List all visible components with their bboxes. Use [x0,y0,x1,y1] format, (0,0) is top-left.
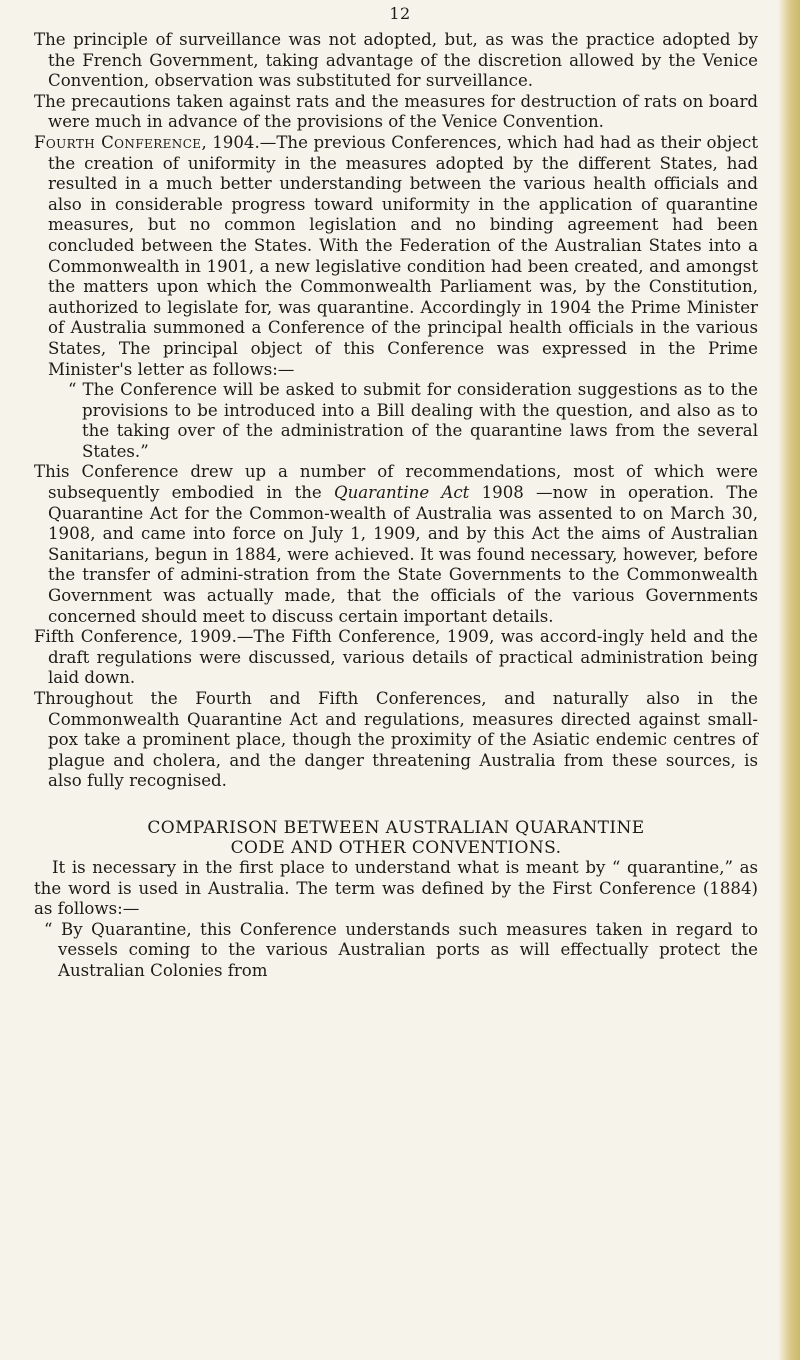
paragraph-fourth-conference [34,133,758,380]
paragraph-definition: It is necessary in the first place to understand what is meant by “ quarantine,” as the word is used in Australia. The term was defined by the First Conference (1884) as follows:— [34,857,758,919]
page-body [34,30,758,982]
paragraph-precautions: The precautions taken against rats and the measures for destruction of rats on board were much in advance of the provisions of the Venice Convention. [34,91,758,132]
quote-prime-minister-letter: “ The Conference will be asked to submit for consideration suggestions as to the provisions to be introduced into a Bill dealing with the question, and also as to the taking over of the administration of the quarantine laws from the several States.” [68,380,758,461]
quote-quarantine-definition: “ By Quarantine, this Conference understands such measures taken in regard to vessels coming to the various Australian ports as will effectually protect the Australian Colonies from [44,919,758,980]
paragraph-throughout: Throughout the Fourth and Fifth Conferences, and naturally also in the Commonwealth Quarantine Act and regulations, measures directed against small-pox take a prominent place, though the proximity of the Asiatic endemic centres of plague and cholera, and the danger threatening Australia from these sources, is also fully recognised. [34,689,758,791]
recommendations-text-end: 1908 —now in operation. The Quarantine Act for the Common-wealth of Australia was assented to on March 30, 1908, and came into force on July 1, 1909, and by this Act the aims of Australian Sanitarians, begun in 1884, were achieved. It was found necessary, however, before the transfer of admini-stration from the State Governments to the Commonwealth Government was actually made, that the officials of the various Governments concerned should meet to discuss certain important details. [48,483,758,626]
page-edge-shadow [778,0,800,1360]
quarantine-act-title: Quarantine Act [333,483,470,503]
section-heading-line-2: CODE AND OTHER CONVENTIONS. [230,837,562,858]
fourth-conference-text: , 1904.—The previous Conferences, which had had as their object the creation of uniformity in the measures adopted by the different States, had resulted in a much better understanding between the various health officials and also in considerable progress toward uniformity in the application of quarantine measures, but no common legislation and no binding agreement had been concluded between the States. With the Federation of the Australian States into a Commonwealth in 1901, a new legislative condition had been created, and amongst the matters upon which the Commonwealth Parliament was, by the Constitution, authorized to legislate for, was quarantine. Accordingly in 1904 the Prime Minister of Australia summoned a Conference of the principal health officials in the various States, The principal object of this Conference was expressed in the Prime Minister's letter as follows:— [48,132,758,379]
section-heading-line-1: COMPARISON BETWEEN AUSTRALIAN QUARANTINE [147,817,645,838]
page-number: 12 [389,4,411,23]
paragraph-fifth-conference: Fifth Conference, 1909.—The Fifth Conference, 1909, was accord-ingly held and the draft regulations were discussed, various details of practical administration being laid down. [34,627,758,688]
fourth-conference-lead: Fourth Conference [34,132,202,152]
paragraph-surveillance: The principle of surveillance was not adopted, but, as was the practice adopted by the French Government, taking advantage of the discretion allowed by the Venice Convention, observation was substituted for surveillance. [34,30,758,91]
paragraph-recommendations [34,462,758,627]
recommendations-text-start: This Conference drew up a number of recommendations, most of which were subsequently embodied in the [34,462,758,503]
section-heading [34,818,758,858]
